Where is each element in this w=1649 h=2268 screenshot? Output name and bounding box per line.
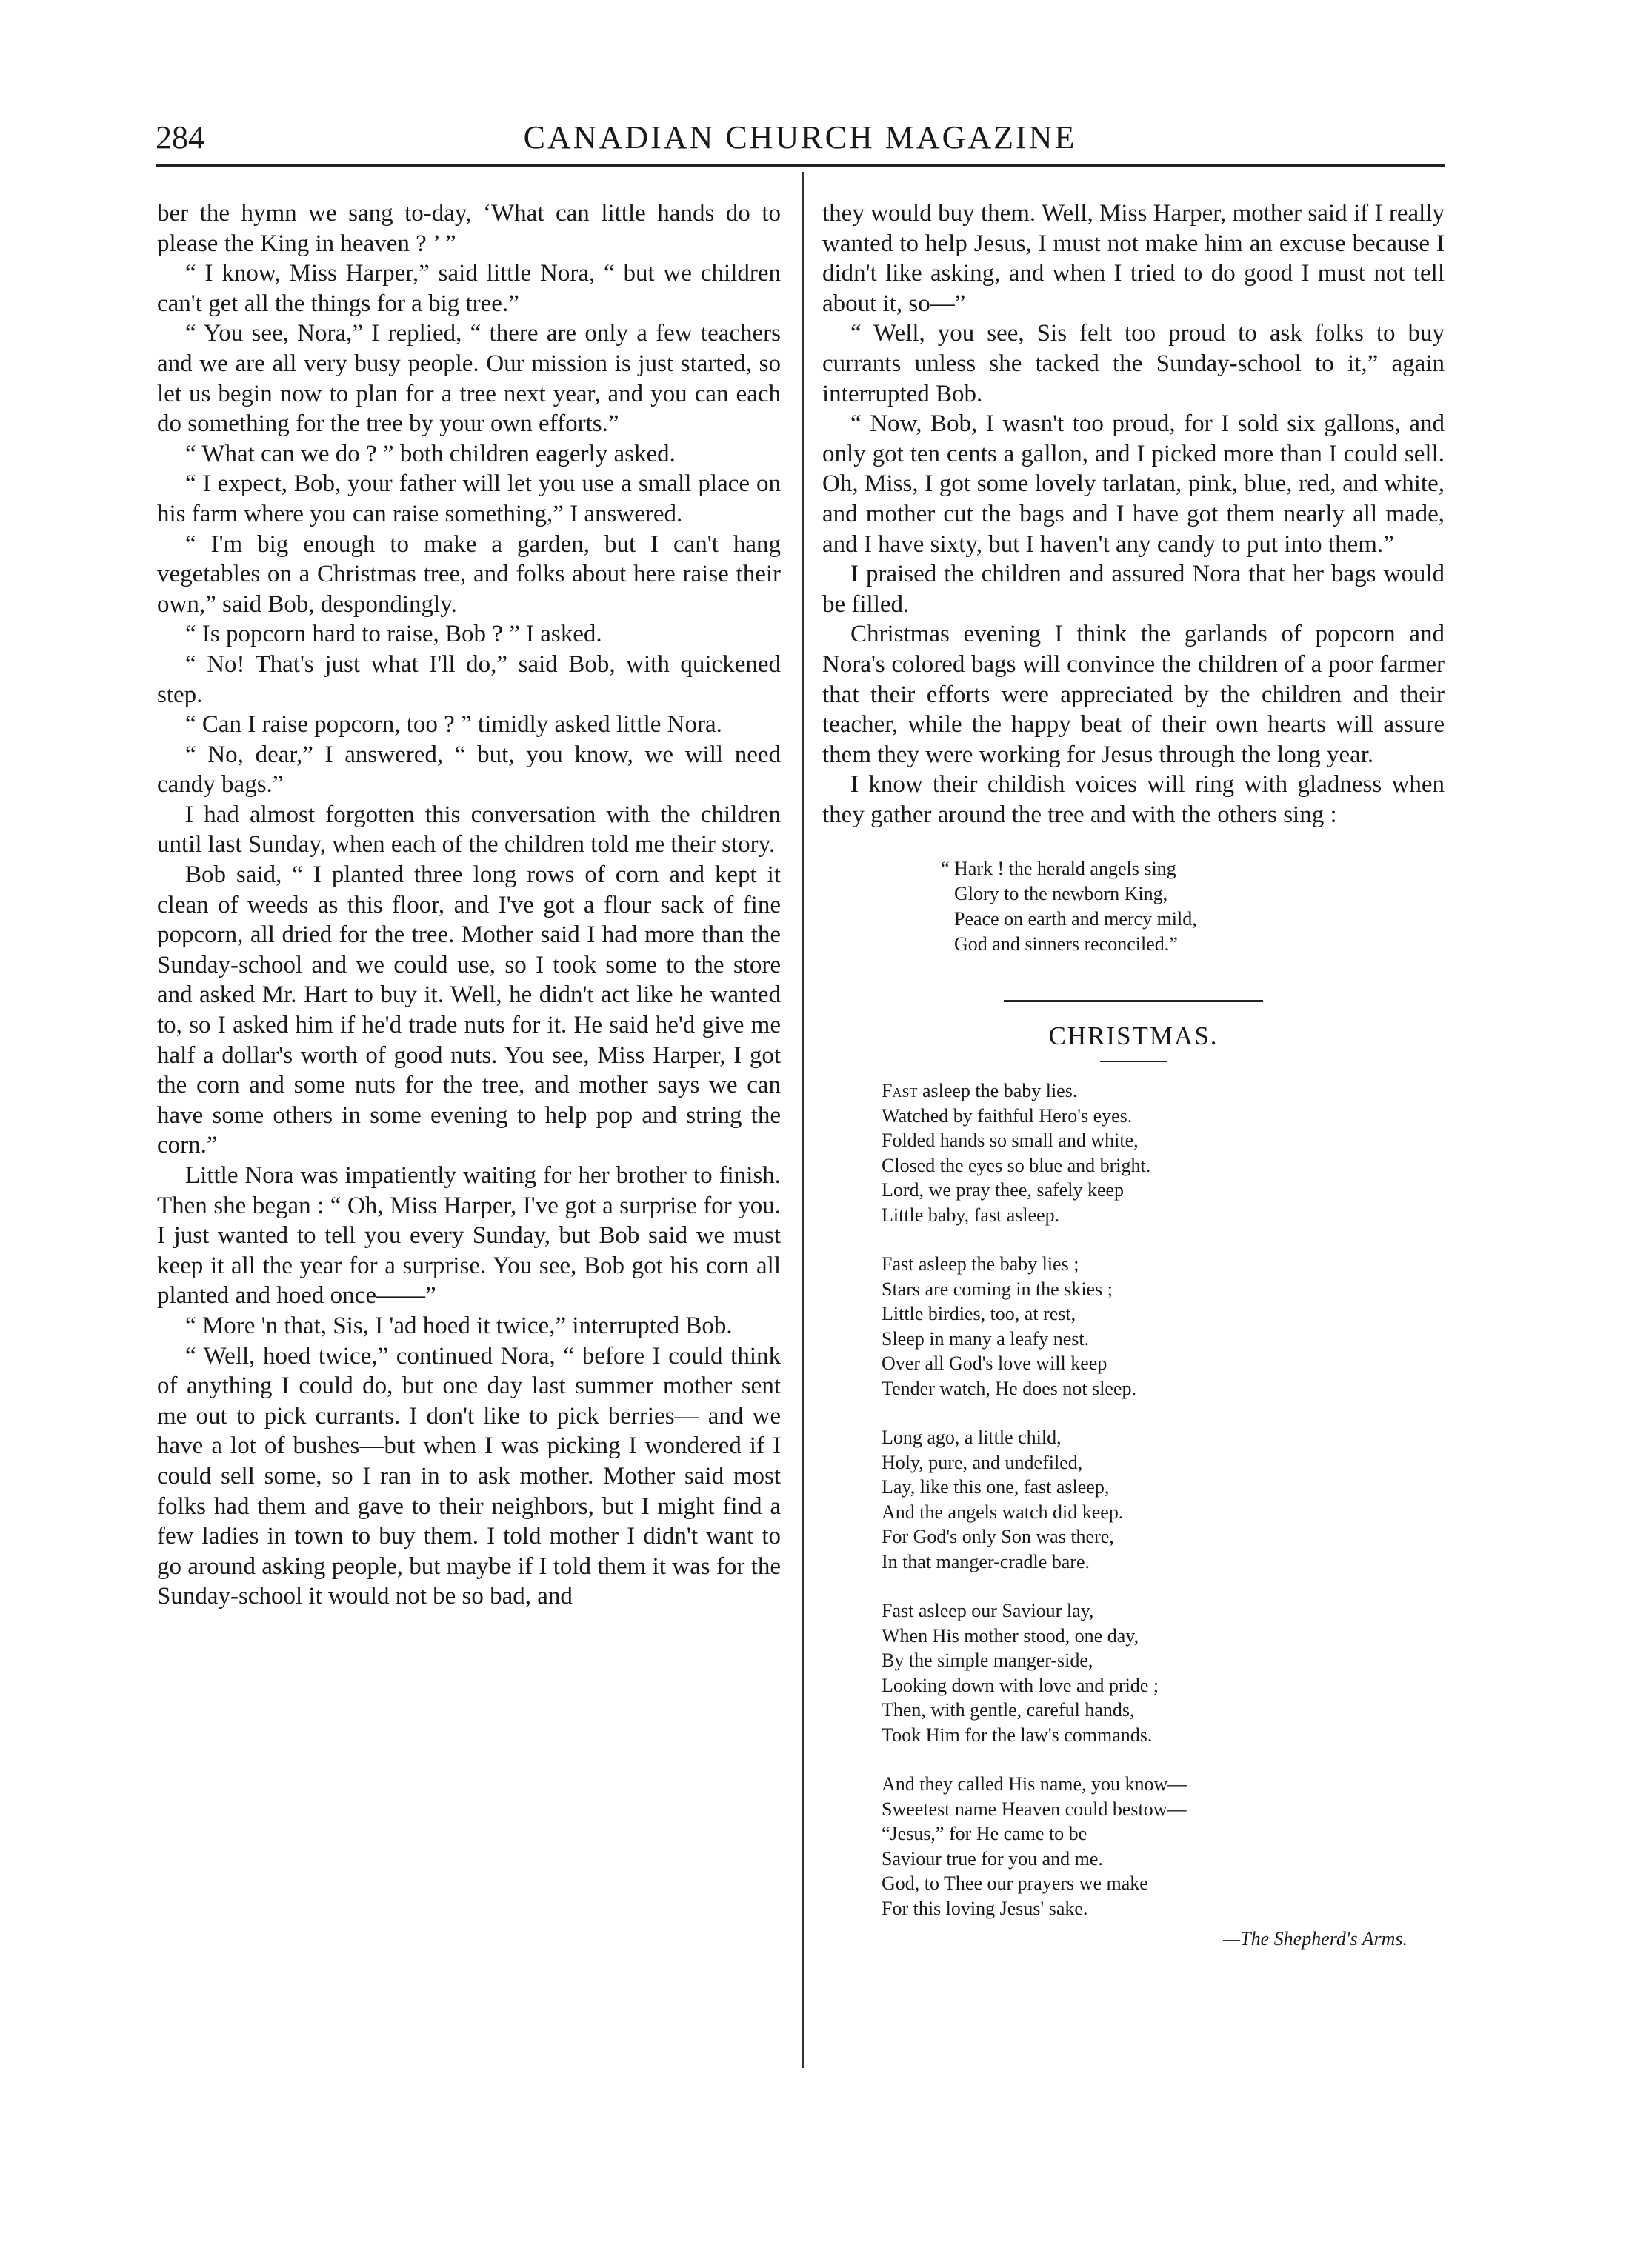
paragraph: “ You see, Nora,” I replied, “ there are only a few teachers and we are all very busy people. Our mission is just started, so let us begin now to plan for a tree next year, and you can each do something for the tree by your own efforts.” xyxy=(157,320,781,438)
poem-stanza xyxy=(882,1425,1445,1574)
poem-line: Folded hands so small and white, xyxy=(882,1130,1139,1152)
poem-line: Stars are coming in the skies ; xyxy=(882,1278,1113,1300)
poem-line: When His mother stood, one day, xyxy=(882,1624,1139,1647)
paragraph: “ More 'n that, Sis, I 'ad hoed it twice,” interrupted Bob. xyxy=(185,1312,733,1339)
paragraph: Little Nora was impatiently waiting for her brother to finish. Then she began : “ Oh, Miss Harper, I've got a surprise for you. I just wanted to tell you every Sunday, but Bob said we must keep it all the year for a surprise. You see, Bob got his corn all planted and hoed once——” xyxy=(157,1162,781,1310)
poem-line: Saviour true for you and me. xyxy=(882,1847,1103,1870)
poem-line: Holy, pure, and undefiled, xyxy=(882,1451,1083,1473)
poem-line: Closed the eyes so blue and bright. xyxy=(882,1154,1151,1176)
poem-line: And they called His name, you know— xyxy=(882,1773,1187,1795)
title-underline xyxy=(1100,1061,1167,1062)
header-rule xyxy=(156,164,1445,167)
poem-line: Looking down with love and pride ; xyxy=(882,1674,1159,1696)
poem-line: For God's only Son was there, xyxy=(882,1526,1114,1548)
poem-line: Lord, we pray thee, safely keep xyxy=(882,1179,1125,1201)
left-column xyxy=(157,199,781,1612)
page-number: 284 xyxy=(156,119,204,156)
poem-line: Sleep in many a leafy nest. xyxy=(882,1327,1090,1350)
poem-line xyxy=(882,1078,1445,1104)
paragraph: “ Is popcorn hard to raise, Bob ? ” I asked. xyxy=(185,621,602,648)
poem-line: By the simple manger-side, xyxy=(882,1650,1093,1672)
poem-attribution: —The Shepherd's Arms. xyxy=(1223,1928,1408,1950)
poem-line: Over all God's love will keep xyxy=(882,1353,1107,1375)
column-divider xyxy=(802,172,804,2068)
paragraph: “ I expect, Bob, your father will let you use a small place on his farm where you can raise something,” I answered. xyxy=(157,470,781,527)
poem-stanza xyxy=(882,1252,1445,1401)
poem-line: Little baby, fast asleep. xyxy=(882,1204,1060,1226)
poem-line: Lay, like this one, fast asleep, xyxy=(882,1476,1110,1498)
poem-title: CHRISTMAS. xyxy=(1048,1021,1219,1051)
poem-stanza xyxy=(882,1078,1445,1227)
paragraph: “ No! That's just what I'll do,” said Bob, with quickened step. xyxy=(157,650,781,708)
poem-line: Fast asleep our Saviour lay, xyxy=(882,1600,1094,1622)
poem-line: Fast asleep the baby lies ; xyxy=(882,1253,1079,1275)
page-header xyxy=(156,119,1445,163)
poem-line: Sweetest name Heaven could bestow— xyxy=(882,1798,1187,1820)
poem-line: Took Him for the law's commands. xyxy=(882,1724,1153,1746)
poem-initial-word: Fast xyxy=(882,1080,918,1102)
paragraph: they would buy them. Well, Miss Harper, mother said if I really wanted to help Jesus, I must not make him an excuse because I didn't like asking, and when I tried to do good I must not tell about it, so—” xyxy=(822,200,1445,317)
poem xyxy=(882,1078,1445,1921)
poem-line: In that manger-cradle bare. xyxy=(882,1550,1090,1572)
magazine-title: CANADIAN CHURCH MAGAZINE xyxy=(523,119,1077,156)
poem-stanza xyxy=(882,1772,1445,1921)
paragraph: I know their childish voices will ring with gladness when they gather around the tree and with the others sing : xyxy=(822,771,1445,828)
poem-line: Little birdies, too, at rest, xyxy=(882,1303,1076,1325)
poem-line: “Jesus,” for He came to be xyxy=(882,1823,1087,1845)
hymn-line: “ Hark ! the herald angels sing xyxy=(941,858,1176,880)
hymn-line: Peace on earth and mercy mild, xyxy=(954,908,1197,930)
poem-line: Watched by faithful Hero's eyes. xyxy=(882,1104,1133,1127)
paragraph: “ Well, you see, Sis felt too proud to ask folks to buy currants unless she tacked the Sunday-school to it,” again interrupted Bob. xyxy=(822,320,1445,407)
paragraph: Christmas evening I think the garlands of popcorn and Nora's colored bags will convince the children of a poor farmer that their efforts were appreciated by the children and their teacher, while the happy beat of their own hearts will assure them they were working for Jesus through the long year. xyxy=(822,621,1445,768)
paragraph: “ Now, Bob, I wasn't too proud, for I sold six gallons, and only got ten cents a gallon, and I picked more than I could sell. Oh, Miss, I got some lovely tarlatan, pink, blue, red, and white, and mother cut the bags and I have got them nearly all made, and I have sixty, but I haven't any candy to put into them.” xyxy=(822,410,1445,558)
paragraph: “ I'm big enough to make a garden, but I can't hang vegetables on a Christmas tree, and folks about here raise their own,” said Bob, despondingly. xyxy=(157,530,781,618)
right-column xyxy=(822,199,1445,1955)
poem-line: Tender watch, He does not sleep. xyxy=(882,1377,1137,1399)
paragraph: I praised the children and assured Nora that her bags would be filled. xyxy=(822,561,1445,618)
poem-line-rest: asleep the baby lies. xyxy=(917,1080,1078,1102)
paragraph: “ Well, hoed twice,” continued Nora, “ before I could think of anything I could do, but one day last summer mother sent me out to pick currants. I don't like to pick berries— and we have a lot of bushes—but when I was picking I wondered if I could sell some, so I ran in to ask mother. Mother said most folks had them and gave to their neighbors, but I might find a few ladies in town to buy them. I told mother I didn't want to go around asking people, but maybe if I told them it was for the Sunday-school it would not be so bad, and xyxy=(157,1342,781,1610)
poem-line: God, to Thee our prayers we make xyxy=(882,1872,1148,1895)
paragraph: “ No, dear,” I answered, “ but, you know, we will need candy bags.” xyxy=(157,741,781,798)
paragraph: Bob said, “ I planted three long rows of corn and kept it clean of weeds as this floor, and I've got a flour sack of fine popcorn, all dried for the tree. Mother said I had more than the Sunday-school and we could use, so I took some to the store and asked Mr. Hart to buy it. Well, he didn't act like he wanted to, so I asked him if he'd trade nuts for it. He said he'd give me half a dollar's worth of good nuts. You see, Miss Harper, I got the corn and some nuts for the tree, and mother says we can have some others in some evening to help pop and string the corn.” xyxy=(157,861,781,1159)
right-column-paragraphs xyxy=(822,199,1445,830)
poem-line: Then, with gentle, careful hands, xyxy=(882,1699,1135,1721)
poem-stanza xyxy=(882,1598,1445,1747)
paragraph: I had almost forgotten this conversation with the children until last Sunday, when each of the children told me their story. xyxy=(157,801,781,858)
paragraph: ber the hymn we sang to-day, ‘What can little hands do to please the King in heaven ? ’ ” xyxy=(157,200,781,257)
hymn-quote xyxy=(941,856,1445,957)
paragraph: “ I know, Miss Harper,” said little Nora, “ but we children can't get all the things for a big tree.” xyxy=(157,260,781,317)
hymn-line: God and sinners reconciled.” xyxy=(954,933,1178,955)
poem-line: And the angels watch did keep. xyxy=(882,1501,1124,1523)
poem-line: For this loving Jesus' sake. xyxy=(882,1897,1088,1919)
paragraph: “ What can we do ? ” both children eagerly asked. xyxy=(185,440,676,467)
poem-line: Long ago, a little child, xyxy=(882,1427,1062,1449)
paragraph: “ Can I raise popcorn, too ? ” timidly asked little Nora. xyxy=(185,711,722,738)
section-divider xyxy=(1004,1000,1263,1002)
hymn-line: Glory to the newborn King, xyxy=(954,883,1168,905)
